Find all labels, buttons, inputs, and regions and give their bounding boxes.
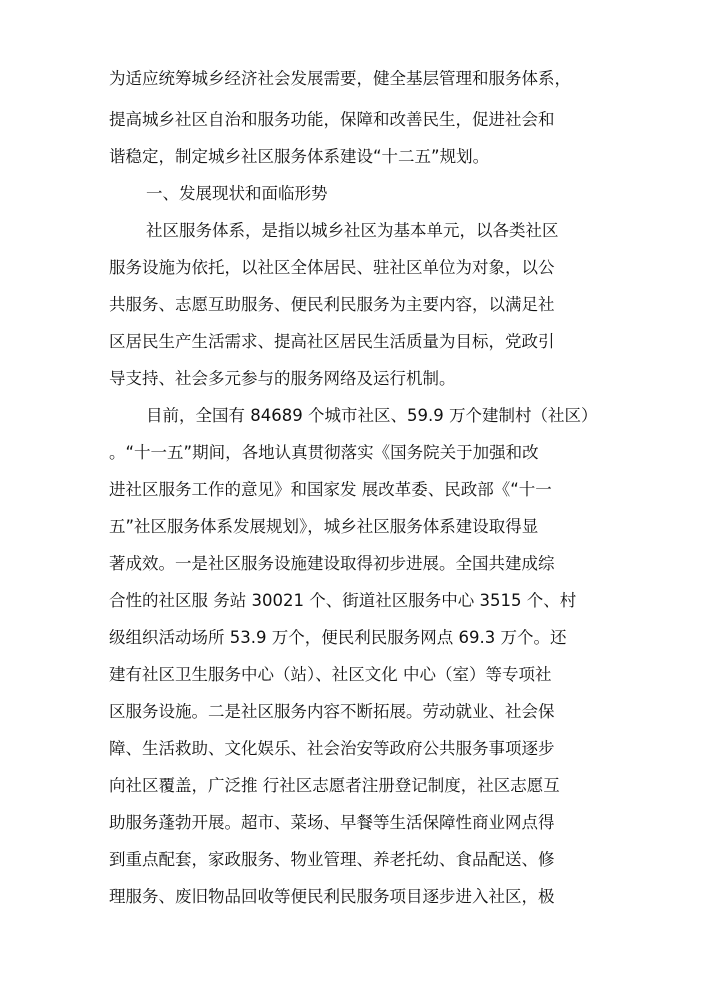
- text-line: 共服务、志愿互助服务、便民利民服务为主要内容，以满足社: [109, 295, 555, 314]
- text-line: 提高城乡社区自治和服务功能，保障和改善民生，促进社会和: [109, 110, 555, 129]
- text-line: 向社区覆盖，广泛推 行社区志愿者注册登记制度，社区志愿互: [109, 776, 560, 795]
- text-line: 谐稳定，制定城乡社区服务体系建设“十二五”规划。: [109, 147, 490, 166]
- text-line: 服务设施为依托，以社区全体居民、驻社区单位为对象，以公: [109, 258, 555, 277]
- text-line: 著成效。一是社区服务设施建设取得初步进展。全国共建成综: [109, 554, 555, 573]
- text-line: 。“十一五”期间，各地认真贯彻落实《国务院关于加强和改: [109, 443, 539, 462]
- text-line: 障、生活救助、文化娱乐、社会治安等政府公共服务事项逐步: [109, 739, 555, 758]
- text-line: 五”社区服务体系发展规划》，城乡社区服务体系建设取得显: [109, 517, 539, 536]
- text-line: 级组织活动场所 53.9 万个，便民利民服务网点 69.3 万个。还: [109, 628, 567, 647]
- text-line: 导支持、社会多元参与的服务网络及运行机制。: [109, 369, 456, 388]
- text-line: 建有社区卫生服务中心（站）、社区文化 中心（室）等专项社: [109, 665, 552, 684]
- text-line: 合性的社区服 务站 30021 个、街道社区服务中心 3515 个、村: [109, 591, 577, 610]
- text-line: 到重点配套，家政服务、物业管理、养老托幼、食品配送、修: [109, 850, 555, 869]
- text-line: 理服务、废旧物品回收等便民利民服务项目逐步进入社区，极: [109, 887, 555, 906]
- text-line: 助服务蓬勃开展。超市、菜场、早餐等生活保障性商业网点得: [109, 813, 555, 832]
- text-line: 为适应统筹城乡经济社会发展需要，健全基层管理和服务体系，: [109, 69, 571, 88]
- text-line: 区服务设施。二是社区服务内容不断拓展。劳动就业、社会保: [109, 702, 555, 721]
- text-line: 进社区服务工作的意见》和国家发 展改革委、民政部《“十一: [109, 480, 552, 499]
- section-heading: 一、发展现状和面临形势: [146, 184, 328, 203]
- text-line: 区居民生产生活需求、提高社区居民生活质量为目标，党政引: [109, 332, 555, 351]
- text-line: 社区服务体系，是指以城乡社区为基本单元，以各类社区: [146, 221, 559, 240]
- text-line: 目前，全国有 84689 个城市社区、59.9 万个建制村（社区）: [146, 406, 598, 425]
